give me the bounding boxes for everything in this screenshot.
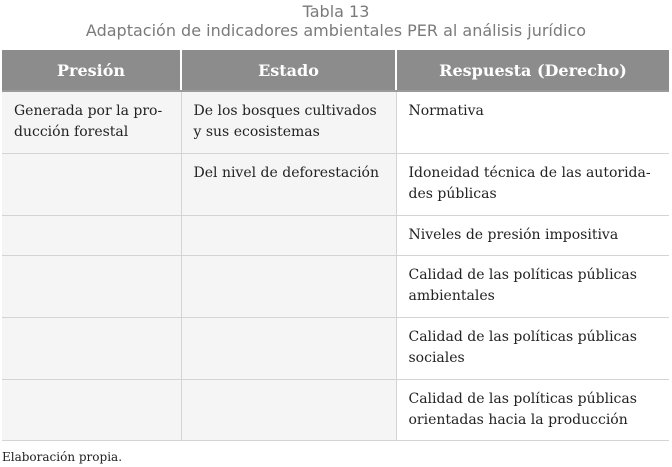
cell-presion	[2, 154, 181, 216]
cell-estado: Del nivel de deforestación	[181, 154, 396, 216]
table-header-row	[2, 50, 669, 91]
cell-respuesta: Calidad de las políticas públicas ambientales	[396, 256, 669, 318]
table-row	[2, 216, 669, 256]
table-row	[2, 91, 669, 154]
table-row	[2, 256, 669, 318]
cell-respuesta: Calidad de las políticas públicas sociales	[396, 318, 669, 380]
cell-estado	[181, 380, 396, 441]
cell-presion	[2, 318, 181, 380]
header-respuesta: Respuesta (Derecho)	[396, 50, 669, 91]
cell-respuesta: Normativa	[396, 91, 669, 154]
cell-estado	[181, 216, 396, 256]
header-presion: Presión	[2, 50, 181, 91]
table-number: Tabla 13	[302, 2, 370, 21]
header-estado: Estado	[181, 50, 396, 91]
cell-presion	[2, 216, 181, 256]
cell-respuesta: Calidad de las políticas públicas orientadas hacia la producción	[396, 380, 669, 441]
table-row	[2, 318, 669, 380]
indicator-table	[2, 50, 669, 441]
cell-respuesta: Idoneidad técnica de las autorida-des públicas	[396, 154, 669, 216]
cell-presion	[2, 256, 181, 318]
cell-presion: Generada por la pro-ducción forestal	[2, 91, 181, 154]
source-note: Elaboración propia.	[2, 450, 123, 464]
cell-estado	[181, 256, 396, 318]
cell-estado: De los bosques cultivados y sus ecosistemas	[181, 91, 396, 154]
cell-presion	[2, 380, 181, 441]
cell-respuesta: Niveles de presión impositiva	[396, 216, 669, 256]
table-row	[2, 380, 669, 441]
cell-estado	[181, 318, 396, 380]
table-title: Adaptación de indicadores ambientales PER al análisis jurídico	[85, 21, 587, 40]
table-row	[2, 154, 669, 216]
